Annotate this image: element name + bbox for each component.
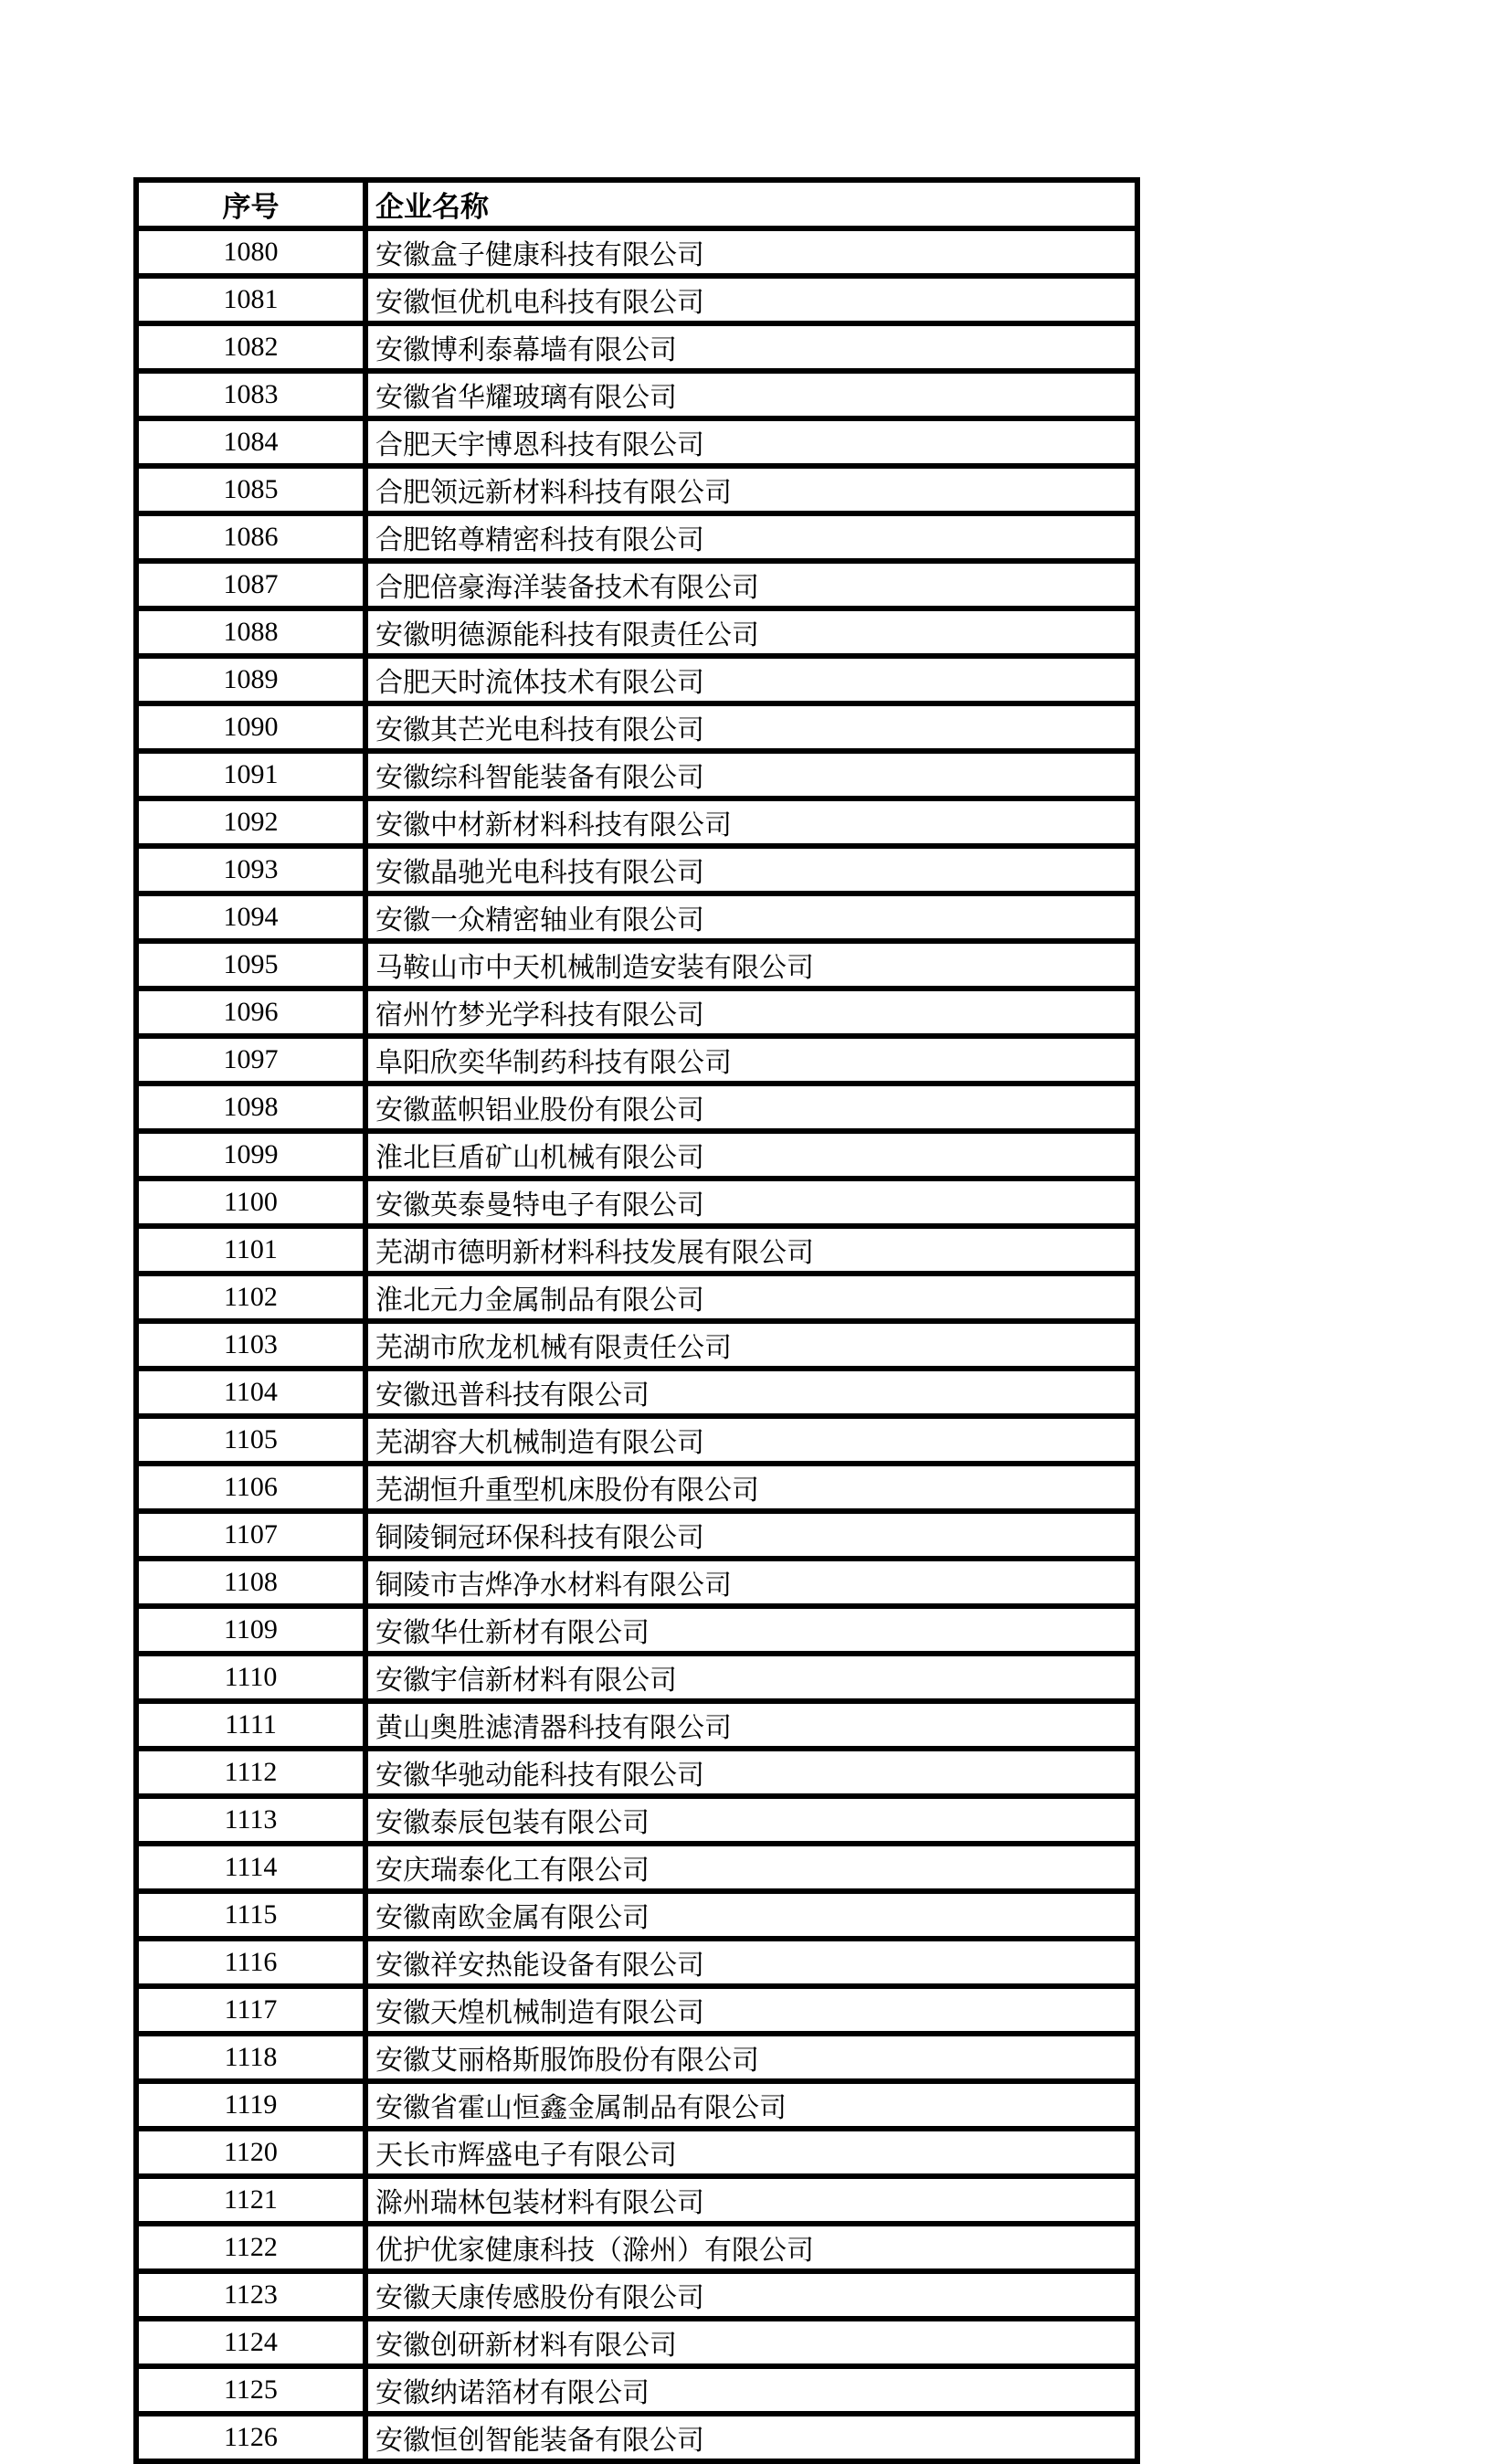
company-name-cell: 安徽蓝帜铝业股份有限公司 — [365, 1084, 1137, 1131]
serial-number-cell: 1097 — [136, 1036, 365, 1084]
serial-number-cell: 1117 — [136, 1986, 365, 2034]
table-row — [136, 656, 1137, 703]
table-row — [136, 1559, 1137, 1606]
table-row — [136, 1511, 1137, 1559]
company-name-cell: 淮北元力金属制品有限公司 — [365, 1274, 1137, 1321]
table-row — [136, 608, 1137, 656]
serial-number-cell: 1087 — [136, 561, 365, 608]
table-row — [136, 1179, 1137, 1226]
serial-number-cell: 1101 — [136, 1226, 365, 1274]
table-row — [136, 1084, 1137, 1131]
company-name-cell: 安徽天康传感股份有限公司 — [365, 2271, 1137, 2319]
company-name-cell: 安徽晶驰光电科技有限公司 — [365, 846, 1137, 894]
table-row — [136, 1416, 1137, 1464]
table-row — [136, 2414, 1137, 2461]
company-name-cell: 阜阳欣奕华制药科技有限公司 — [365, 1036, 1137, 1084]
table-row — [136, 2176, 1137, 2224]
serial-number-cell: 1083 — [136, 371, 365, 418]
company-name-cell: 安徽迅普科技有限公司 — [365, 1369, 1137, 1416]
table-row — [136, 1226, 1137, 1274]
table-row — [136, 751, 1137, 798]
serial-number-cell: 1094 — [136, 894, 365, 941]
table-row — [136, 2366, 1137, 2414]
table-row — [136, 2271, 1137, 2319]
serial-number-cell: 1095 — [136, 941, 365, 989]
serial-number-cell: 1105 — [136, 1416, 365, 1464]
table-row — [136, 418, 1137, 466]
company-name-cell: 安徽华驰动能科技有限公司 — [365, 1749, 1137, 1796]
company-name-cell: 安徽祥安热能设备有限公司 — [365, 1939, 1137, 1986]
table-row — [136, 561, 1137, 608]
table-row — [136, 228, 1137, 276]
company-name-cell: 合肥领远新材料科技有限公司 — [365, 466, 1137, 513]
company-name-cell: 安徽恒创智能装备有限公司 — [365, 2414, 1137, 2461]
table-row — [136, 1986, 1137, 2034]
company-name-cell: 安徽博利泰幕墙有限公司 — [365, 323, 1137, 371]
company-name-cell: 合肥天时流体技术有限公司 — [365, 656, 1137, 703]
company-name-cell: 安徽一众精密轴业有限公司 — [365, 894, 1137, 941]
company-name-cell: 安徽其芒光电科技有限公司 — [365, 703, 1137, 751]
table-row — [136, 323, 1137, 371]
company-name-cell: 宿州竹梦光学科技有限公司 — [365, 989, 1137, 1036]
serial-number-cell: 1115 — [136, 1891, 365, 1939]
serial-number-cell: 1082 — [136, 323, 365, 371]
company-name-cell: 安徽南欧金属有限公司 — [365, 1891, 1137, 1939]
table-row — [136, 2129, 1137, 2176]
table-row — [136, 1939, 1137, 1986]
serial-number-cell: 1102 — [136, 1274, 365, 1321]
company-name-cell: 芜湖恒升重型机床股份有限公司 — [365, 1464, 1137, 1511]
company-name-cell: 合肥倍豪海洋装备技术有限公司 — [365, 561, 1137, 608]
serial-number-cell: 1118 — [136, 2034, 365, 2081]
company-name-cell: 合肥铭尊精密科技有限公司 — [365, 513, 1137, 561]
table-row — [136, 371, 1137, 418]
company-name-cell: 安徽省华耀玻璃有限公司 — [365, 371, 1137, 418]
table-row — [136, 1274, 1137, 1321]
company-name-cell: 淮北巨盾矿山机械有限公司 — [365, 1131, 1137, 1179]
table-row — [136, 798, 1137, 846]
company-name-cell: 安徽艾丽格斯服饰股份有限公司 — [365, 2034, 1137, 2081]
table-row — [136, 1464, 1137, 1511]
company-name-cell: 安徽泰辰包装有限公司 — [365, 1796, 1137, 1844]
serial-number-cell: 1104 — [136, 1369, 365, 1416]
company-name-cell: 安徽纳诺箔材有限公司 — [365, 2366, 1137, 2414]
serial-number-cell: 1091 — [136, 751, 365, 798]
table-row — [136, 941, 1137, 989]
company-name-cell: 芜湖市欣龙机械有限责任公司 — [365, 1321, 1137, 1369]
company-name-cell: 滁州瑞林包装材料有限公司 — [365, 2176, 1137, 2224]
table-row — [136, 1321, 1137, 1369]
table-row — [136, 989, 1137, 1036]
serial-number-cell: 1106 — [136, 1464, 365, 1511]
company-name-cell: 马鞍山市中天机械制造安装有限公司 — [365, 941, 1137, 989]
serial-number-cell: 1090 — [136, 703, 365, 751]
company-name-cell: 芜湖容大机械制造有限公司 — [365, 1416, 1137, 1464]
serial-number-cell: 1112 — [136, 1749, 365, 1796]
company-name-cell: 天长市辉盛电子有限公司 — [365, 2129, 1137, 2176]
table-row — [136, 2224, 1137, 2271]
company-name-cell: 黄山奥胜滤清器科技有限公司 — [365, 1701, 1137, 1749]
serial-number-cell: 1086 — [136, 513, 365, 561]
company-name-cell: 安徽天煌机械制造有限公司 — [365, 1986, 1137, 2034]
table-row — [136, 276, 1137, 323]
serial-number-cell: 1119 — [136, 2081, 365, 2129]
serial-number-cell: 1107 — [136, 1511, 365, 1559]
serial-number-cell: 1085 — [136, 466, 365, 513]
serial-number-cell: 1081 — [136, 276, 365, 323]
serial-number-cell: 1100 — [136, 1179, 365, 1226]
company-name-cell: 安徽盒子健康科技有限公司 — [365, 228, 1137, 276]
serial-number-cell: 1122 — [136, 2224, 365, 2271]
company-name-cell: 安徽中材新材料科技有限公司 — [365, 798, 1137, 846]
serial-number-cell: 1123 — [136, 2271, 365, 2319]
serial-number-cell: 1120 — [136, 2129, 365, 2176]
company-name-cell: 安徽明德源能科技有限责任公司 — [365, 608, 1137, 656]
company-name-cell: 安徽华仕新材有限公司 — [365, 1606, 1137, 1654]
table-row — [136, 1844, 1137, 1891]
company-name-cell: 安徽综科智能装备有限公司 — [365, 751, 1137, 798]
company-name-cell: 安徽宇信新材料有限公司 — [365, 1654, 1137, 1701]
company-name-cell: 安徽创研新材料有限公司 — [365, 2319, 1137, 2366]
serial-number-cell: 1126 — [136, 2414, 365, 2461]
serial-number-cell: 1121 — [136, 2176, 365, 2224]
company-name-cell: 芜湖市德明新材料科技发展有限公司 — [365, 1226, 1137, 1274]
column-header-serial: 序号 — [136, 180, 365, 228]
company-name-cell: 铜陵铜冠环保科技有限公司 — [365, 1511, 1137, 1559]
serial-number-cell: 1080 — [136, 228, 365, 276]
table-row — [136, 703, 1137, 751]
table-row — [136, 513, 1137, 561]
serial-number-cell: 1103 — [136, 1321, 365, 1369]
company-name-cell: 安庆瑞泰化工有限公司 — [365, 1844, 1137, 1891]
serial-number-cell: 1099 — [136, 1131, 365, 1179]
column-header-company: 企业名称 — [365, 180, 1137, 228]
table-row — [136, 1606, 1137, 1654]
table-row — [136, 1701, 1137, 1749]
serial-number-cell: 1116 — [136, 1939, 365, 1986]
table-row — [136, 846, 1137, 894]
table-body — [136, 228, 1137, 2461]
table-header-row — [136, 180, 1137, 228]
table-row — [136, 2081, 1137, 2129]
table-row — [136, 2034, 1137, 2081]
serial-number-cell: 1092 — [136, 798, 365, 846]
table-row — [136, 1654, 1137, 1701]
table-row — [136, 1131, 1137, 1179]
table-row — [136, 1796, 1137, 1844]
table-row — [136, 1891, 1137, 1939]
serial-number-cell: 1114 — [136, 1844, 365, 1891]
serial-number-cell: 1084 — [136, 418, 365, 466]
serial-number-cell: 1113 — [136, 1796, 365, 1844]
serial-number-cell: 1111 — [136, 1701, 365, 1749]
serial-number-cell: 1093 — [136, 846, 365, 894]
serial-number-cell: 1109 — [136, 1606, 365, 1654]
serial-number-cell: 1124 — [136, 2319, 365, 2366]
company-name-cell: 安徽英泰曼特电子有限公司 — [365, 1179, 1137, 1226]
table-row — [136, 1749, 1137, 1796]
company-name-cell: 安徽省霍山恒鑫金属制品有限公司 — [365, 2081, 1137, 2129]
serial-number-cell: 1125 — [136, 2366, 365, 2414]
serial-number-cell: 1096 — [136, 989, 365, 1036]
company-name-cell: 安徽恒优机电科技有限公司 — [365, 276, 1137, 323]
table-row — [136, 1369, 1137, 1416]
company-name-cell: 优护优家健康科技（滁州）有限公司 — [365, 2224, 1137, 2271]
serial-number-cell: 1110 — [136, 1654, 365, 1701]
serial-number-cell: 1088 — [136, 608, 365, 656]
table-row — [136, 2319, 1137, 2366]
serial-number-cell: 1089 — [136, 656, 365, 703]
table-row — [136, 894, 1137, 941]
company-name-cell: 铜陵市吉烨净水材料有限公司 — [365, 1559, 1137, 1606]
table-row — [136, 1036, 1137, 1084]
table-row — [136, 466, 1137, 513]
serial-number-cell: 1108 — [136, 1559, 365, 1606]
serial-number-cell: 1098 — [136, 1084, 365, 1131]
company-name-cell: 合肥天宇博恩科技有限公司 — [365, 418, 1137, 466]
company-table — [133, 177, 1140, 2464]
